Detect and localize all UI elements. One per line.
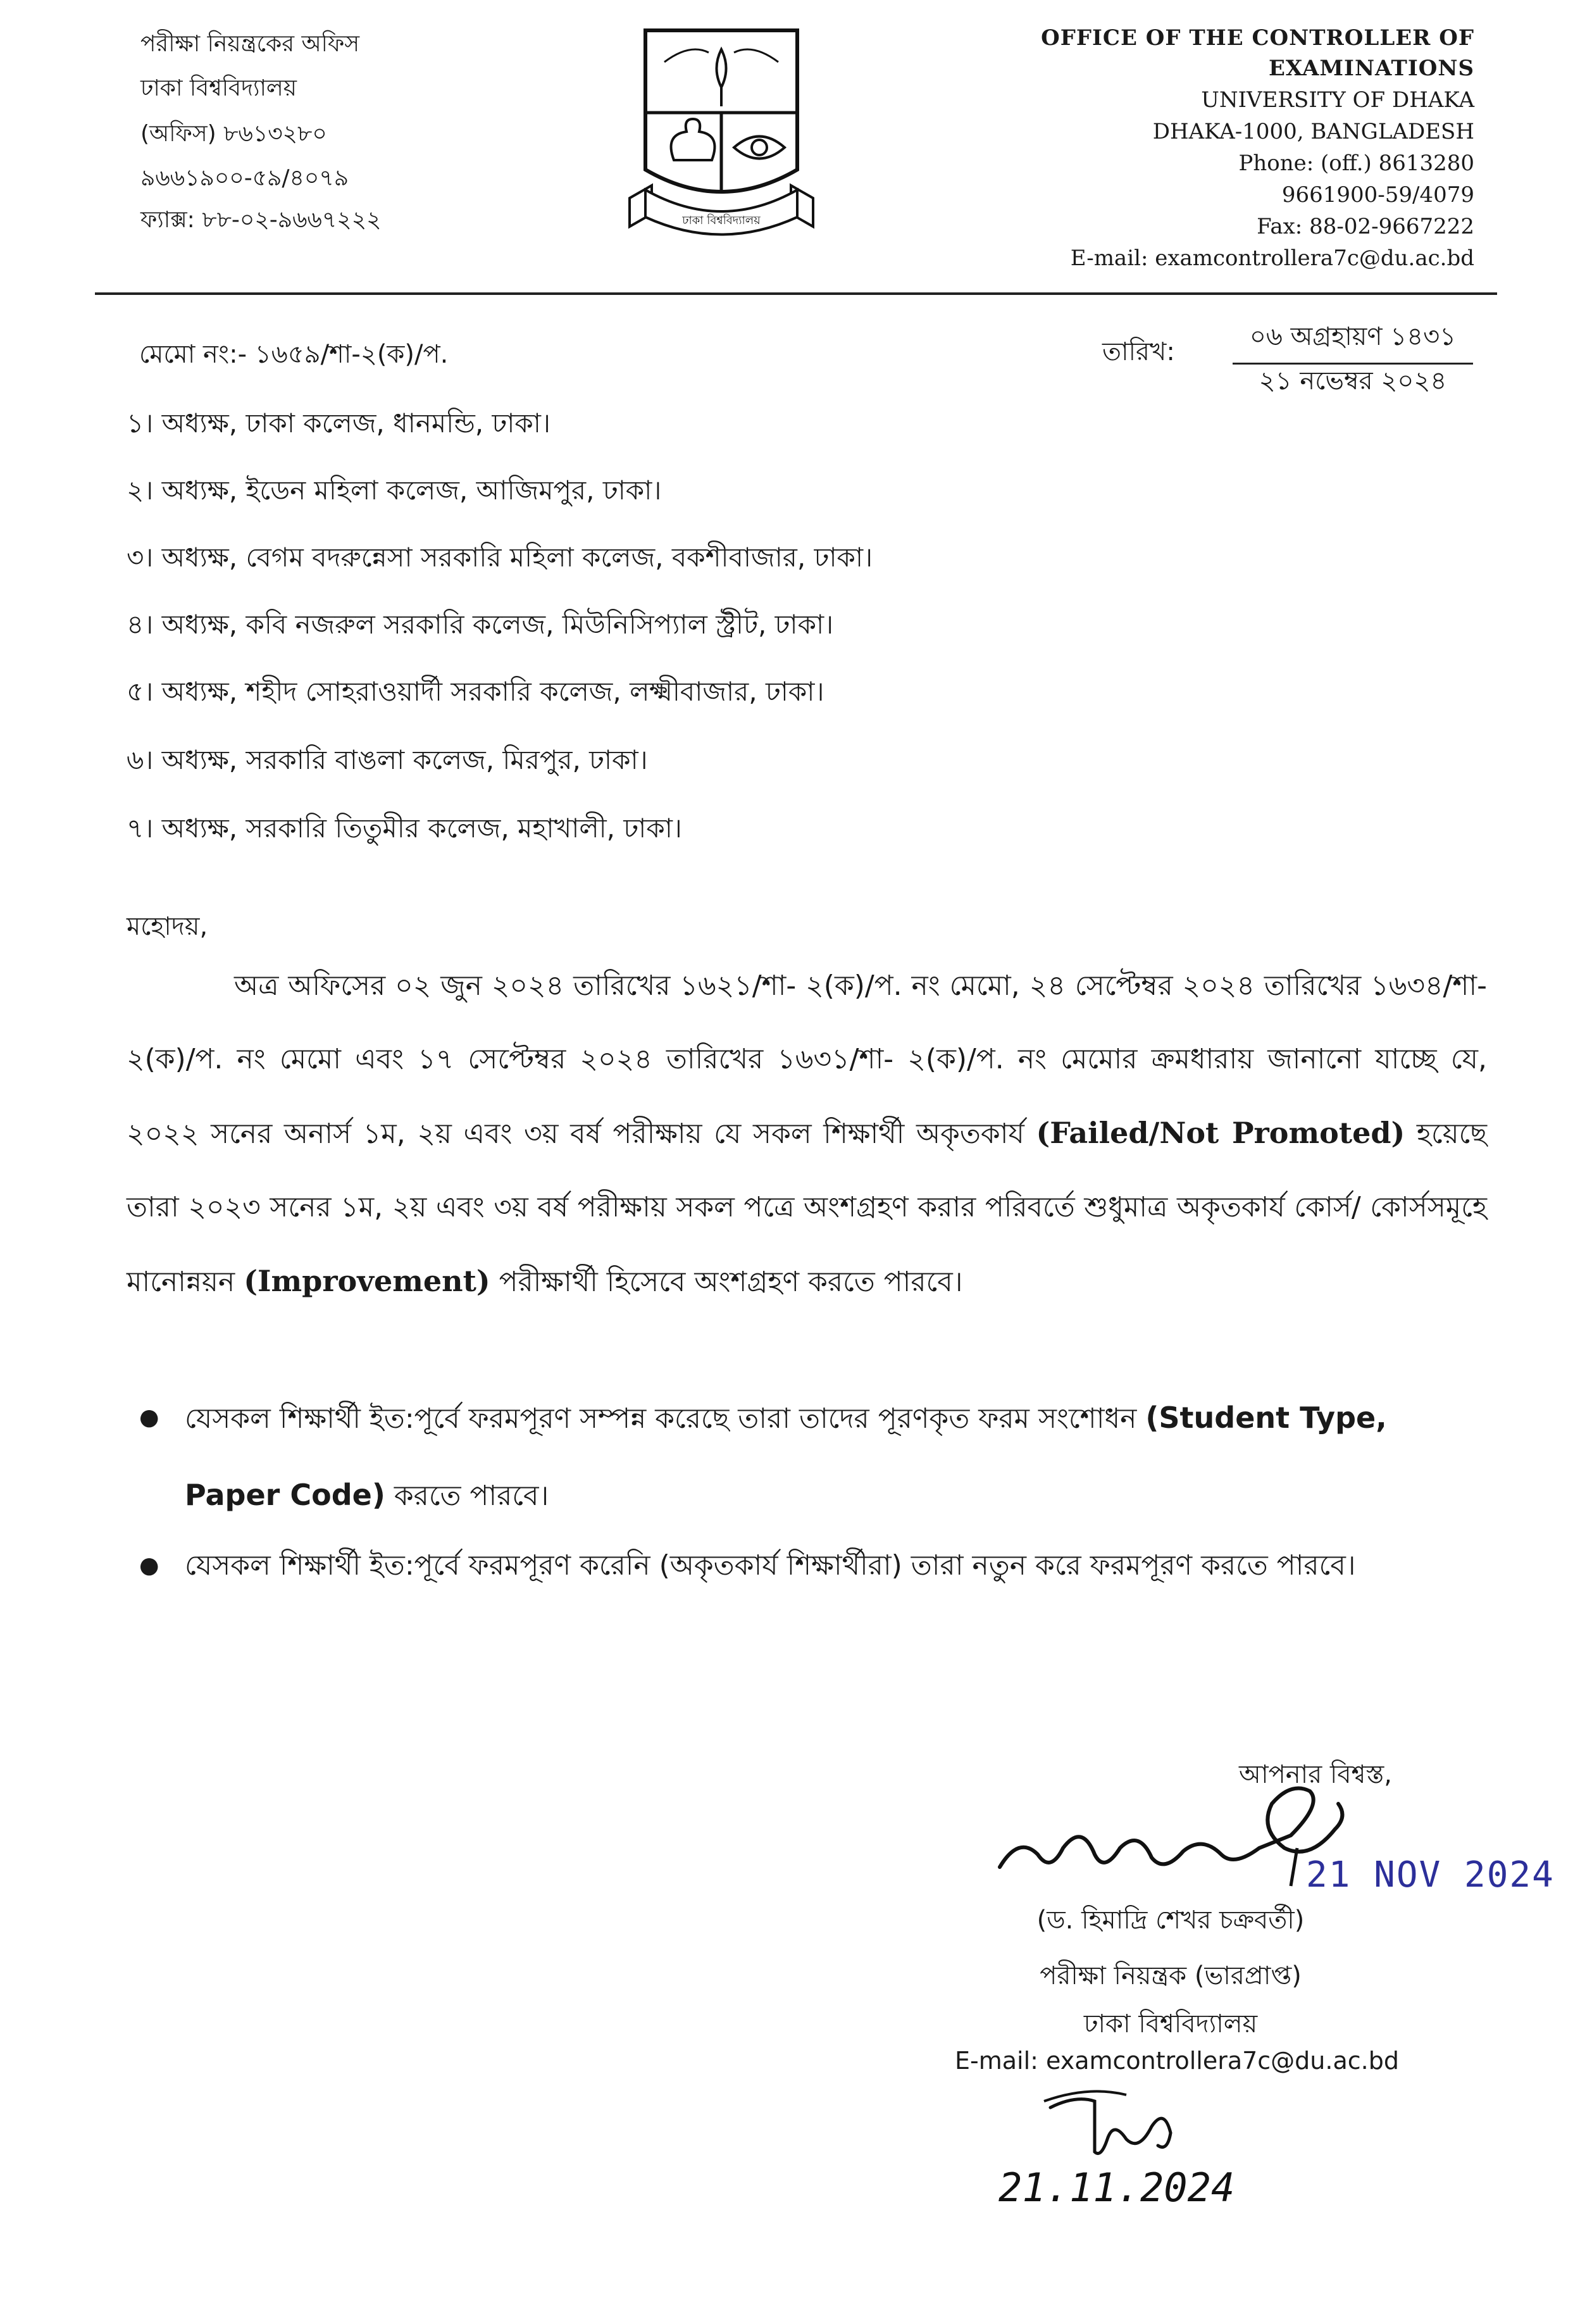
office-name-en: OFFICE OF THE CONTROLLER OF [1041,25,1474,51]
body-text-part2: হয়েছে তারা ২০২৩ সনের ১ম, ২য় এবং ৩য় বর্ষ পরীক্ষায় সকল পত্রে অংশগ্রহণ করার পরিবর্তে শুধুমাত্র অকৃতকার্য কোর্স/ কোর্সসমূহে মানোন্নয়ন [127,1118,1487,1298]
recipient-7: ৭। অধ্যক্ষ, সরকারি তিতুমীর কলেজ, মহাখালী, ঢাকা। [127,813,682,844]
signatory-designation: পরীক্ষা নিয়ন্ত্রক (ভারপ্রাপ্ত) [1040,1961,1302,1990]
university-logo [626,24,816,252]
phone-en: Phone: (off.) 8613280 [1238,151,1474,176]
memo-number [139,334,448,377]
bullet-dot-icon: ● [139,1404,159,1430]
university-address-en: DHAKA-1000, BANGLADESH [1152,119,1474,144]
yours-faithfully: আপনার বিশ্বস্ত, [1238,1760,1392,1789]
recipient-3: ৩। অধ্যক্ষ, বেগম বদরুন্নেসা সরকারি মহিলা কলেজ, বকশীবাজার, ঢাকা। [127,542,873,573]
salutation: মহোদয়, [127,912,208,941]
bullet-2-text: যেসকল শিক্ষার্থী ইত:পূর্বে ফরমপূরণ করেনি (অকৃতকার্য শিক্ষার্থীরা) তারা নতুন করে ফরমপূরণ করতে পারবে। [185,1549,1356,1582]
received-date-stamp: 21 NOV 2024 [1306,1854,1555,1896]
signatory-university: ঢাকা বিশ্ববিদ্যালয় [1083,2009,1258,2039]
bullet-dot-icon: ● [139,1552,159,1578]
office-phone-bn: (অফিস) ৮৬১৩২৮০ [140,121,327,147]
logo-ribbon-text: ঢাকা বিশ্ববিদ্যালয় [682,214,761,227]
recipient-2: ২। অধ্যক্ষ, ইডেন মহিলা কলেজ, আজিমপুর, ঢাকা। [127,475,662,506]
header-divider [95,292,1497,295]
office-name-bn: পরীক্ষা নিয়ন্ত্রকের অফিস [140,31,360,57]
recipient-1: ১। অধ্যক্ষ, ঢাকা কলেজ, ধানমন্ডি, ঢাকা। [127,408,551,439]
body-text-part3: পরীক্ষার্থী হিসেবে অংশগ্রহণ করতে পারবে। [499,1266,963,1298]
body-bold-improvement: (Improvement) [244,1264,490,1298]
body-bold-failed: (Failed/Not Promoted) [1036,1116,1405,1150]
initials-signature-icon [1038,2082,1183,2165]
body-text-part1: অত্র অফিসের ০২ জুন ২০২৪ তারিখের ১৬২১/শা- ২(ক)/প. নং মেমো, ২৪ সেপ্টেম্বর ২০২৪ তারিখের ১৬৩৪/শা- ২(ক)/প. নং মেমো এবং ১৭ সেপ্টেম্বর ২০২৪ তারিখের ১৬৩১/শা- ২(ক)/প. নং মেমোর ক্রমধারায় জানানো যাচ্ছে যে, ২০২২ সনের অনার্স ১ম, ২য় এবং ৩য় বর্ষ পরীক্ষায় যে সকল শিক্ষার্থী অকৃতকার্য [127,970,1487,1150]
recipient-5: ৫। অধ্যক্ষ, শহীদ সোহরাওয়ার্দী সরকারি কলেজ, লক্ষ্মীবাজার, ঢাকা। [127,676,824,707]
phone-range-en: 9661900-59/4079 [1281,182,1474,208]
bullet-1-tail: করতে পারবে। [394,1480,549,1512]
email-en: E-mail: examcontrollera7c@du.ac.bd [1070,246,1474,271]
signatory-name: (ড. হিমাদ্রি শেখর চক্রবর্তী) [1036,1906,1305,1935]
memo-value: ১৬৫৯/শা-২(ক)/প. [254,340,449,369]
recipient-6: ৬। অধ্যক্ষ, সরকারি বাঙলা কলেজ, মিরপুর, ঢাকা। [127,744,648,775]
bullet-item-1 [127,1380,1487,1534]
fax-en: Fax: 88-02-9667222 [1257,214,1474,239]
date-label: তারিখ: [1102,337,1175,366]
recipient-4: ৪। অধ্যক্ষ, কবি নজরুল সরকারি কলেজ, মিউনিসিপ্যাল স্ট্রীট, ঢাকা। [127,609,834,640]
university-name-en: UNIVERSITY OF DHAKA [1201,87,1474,113]
office-name-en-line2: EXAMINATIONS [1268,56,1474,81]
handwritten-date: 21.11.2024 [998,2165,1235,2211]
date-gregorian: ২১ নভেম্বর ২০২৪ [1259,366,1447,396]
phone-range-bn: ৯৬৬১৯০০-৫৯/৪০৭৯ [140,165,349,191]
signatory-email: E-mail: examcontrollera7c@du.ac.bd [955,2047,1399,2075]
date-bengali-calendar: ০৬ অগ্রহায়ণ ১৪৩১ [1233,316,1473,365]
bullet-item-2 [127,1528,1487,1604]
body-paragraph [127,949,1487,1319]
memo-label: মেমো নং:- [139,340,247,369]
fax-bn: ফ্যাক্স: ৮৮-০২-৯৬৬৭২২২ [140,207,382,233]
bullet-1-text: যেসকল শিক্ষার্থী ইত:পূর্বে ফরমপূরণ সম্পন্ন করেছে তারা তাদের পূরণকৃত ফরম সংশোধন [185,1403,1137,1435]
university-name-bn: ঢাকা বিশ্ববিদ্যালয় [140,75,297,101]
bullet-1-bold: (Student Type, Paper Code) [185,1401,1387,1512]
